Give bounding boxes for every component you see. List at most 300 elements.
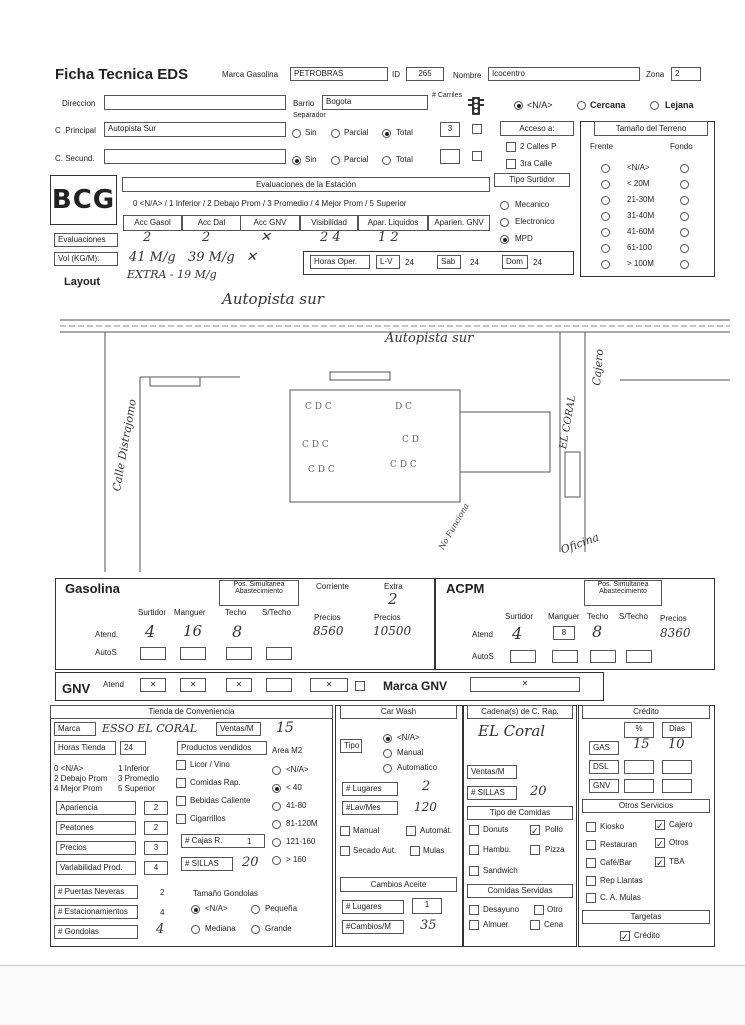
sab-value[interactable]: 24	[470, 258, 479, 267]
form-title: Ficha Tecnica EDS	[55, 66, 189, 83]
mpd-radio[interactable]	[500, 235, 509, 244]
lejana-radio[interactable]	[650, 101, 659, 110]
electronico-radio[interactable]	[500, 218, 509, 227]
sep1-parcial-label: Parcial	[344, 128, 369, 137]
acpm-autos-techo[interactable]	[590, 650, 616, 663]
proximity-na-label: <N/A>	[527, 100, 553, 110]
sep2-sin-radio[interactable]	[292, 156, 301, 165]
sep1-sin-label: Sin	[305, 128, 317, 137]
otros-check[interactable]: ✓	[656, 839, 664, 849]
cambios-mes-value[interactable]: 35	[420, 918, 437, 933]
otros-label: Otros	[669, 838, 689, 847]
acpm-autos-surtidor[interactable]	[510, 650, 536, 663]
gasolina-autos-label: AutoS	[95, 648, 117, 657]
carwash-manual-check-label: Manual	[353, 826, 380, 835]
terreno-fondo-radio-2[interactable]	[680, 196, 689, 205]
eval-col-4: Apar. Liquidos	[358, 215, 428, 231]
tipo-comidas-header: Tipo de Comidas	[467, 806, 573, 820]
credito-dias-col: Dias	[662, 722, 692, 738]
cajero-label: Cajero	[669, 820, 693, 829]
carriles-check[interactable]	[472, 124, 482, 134]
cadena-header: Cadena(s) de C. Rap.	[467, 705, 573, 719]
eval-col-0: Acc Gasol	[123, 215, 182, 231]
desayuno-label: Desayuno	[483, 905, 520, 914]
terreno-option-label-1: < 20M	[627, 179, 650, 188]
area-radio-2[interactable]	[272, 802, 281, 811]
gnv-marca-label: Marca GNV	[383, 679, 448, 693]
cadena-sillas-label: # SILLAS	[467, 786, 517, 800]
extra-volume-note: EXTRA - 19 M/g	[127, 268, 217, 281]
terreno-fondo-radio-1[interactable]	[680, 180, 689, 189]
gondola-mediana-radio[interactable]	[191, 925, 200, 934]
cambios-lugares-value[interactable]: 1	[412, 898, 442, 914]
layout-calle: Calle Distrajomo	[110, 398, 140, 493]
terreno-frente-radio-6[interactable]	[601, 260, 610, 269]
producto-check-2[interactable]	[176, 796, 186, 806]
gasolina-manguer-value[interactable]: 16	[183, 622, 203, 640]
area-radio-5[interactable]	[272, 856, 281, 865]
gondola-na-radio[interactable]	[191, 905, 200, 914]
svg-text:C D C: C D C	[305, 402, 332, 412]
acceso-2calles-check[interactable]	[506, 142, 516, 152]
pollo-check[interactable]: ✓	[531, 826, 539, 836]
gondola-mediana-label: Mediana	[205, 924, 236, 933]
pollo-label: Pollo	[545, 825, 563, 834]
gasolina-autos-stecho[interactable]	[266, 647, 292, 660]
almuer-check[interactable]	[469, 920, 479, 930]
sandwich-check[interactable]	[469, 866, 479, 876]
tienda-cajas-value[interactable]: 1	[247, 837, 252, 846]
tienda-scale-4: 4 Mejor Prom	[54, 784, 103, 793]
producto-label-2: Bebidas Caliente	[190, 796, 251, 805]
tienda-cajas-label: # Cajas R.	[181, 834, 265, 848]
pizza-check[interactable]	[530, 845, 540, 855]
evaluaciones-header: Evaluaciones de la Estación	[122, 177, 490, 192]
gondola-pequena-label: Pequeña	[265, 904, 298, 913]
id-label: ID	[392, 70, 400, 79]
gasolina-possim-header: Pos. Simultanea Abastecimiento	[219, 580, 299, 606]
eval-col-3: Visibilidad	[300, 215, 358, 231]
cadena-ventas-label: Ventas/M	[467, 765, 517, 779]
tienda-ventas-value[interactable]: 15	[276, 720, 294, 736]
nombre-label: Nombre	[453, 71, 482, 80]
carriles-label: # Carriles	[432, 92, 462, 99]
credito-gnv-dias[interactable]	[662, 779, 692, 793]
vol-value-0[interactable]: 41 M/g	[129, 250, 176, 265]
gnv-surtidor[interactable]: ✕	[140, 678, 166, 692]
carwash-na-radio[interactable]	[383, 734, 392, 743]
credito-gas-pct[interactable]: 15	[633, 737, 650, 752]
cadena-value[interactable]: EL Coral	[478, 722, 546, 740]
tienda-area-label: Area M2	[272, 746, 303, 755]
tienda-apariencia-value[interactable]: 2	[144, 801, 168, 815]
area-label-0: <N/A>	[286, 765, 309, 774]
area-radio-1[interactable]	[272, 784, 281, 793]
tienda-apariencia-label: Apariencia	[56, 801, 136, 815]
credito-dsl-dias[interactable]	[662, 760, 692, 774]
gnv-manguer[interactable]: ✕	[180, 678, 206, 692]
dom-value[interactable]: 24	[533, 258, 542, 267]
acpm-precio-value[interactable]: 8360	[660, 626, 691, 640]
llantas-check[interactable]	[586, 876, 596, 886]
sep2-sin-label: Sin	[305, 155, 317, 164]
tienda-neveras-label: # Puertas Neveras	[54, 885, 138, 899]
cadena-sillas-value[interactable]: 20	[530, 784, 547, 799]
carwash-tipo-label: Tipo	[340, 739, 362, 753]
cajero-check[interactable]: ✓	[656, 821, 664, 831]
svg-text:C D C: C D C	[308, 465, 335, 475]
carwash-auto-radio[interactable]	[383, 764, 392, 773]
gasolina-precio1-value[interactable]: 8560	[313, 624, 344, 638]
terreno-frente-radio-0[interactable]	[601, 164, 610, 173]
acpm-manguer-value[interactable]: 8	[553, 626, 575, 640]
credito-gnv-pct[interactable]	[624, 779, 654, 793]
sandwich-label: Sandwich	[483, 866, 518, 875]
area-label-4: 121-160	[286, 837, 316, 846]
tienda-scale-3: 3 Promedio	[118, 774, 159, 783]
tienda-sillas-label: # SILLAS	[181, 857, 233, 871]
svg-text:C D C: C D C	[302, 440, 329, 450]
carwash-automat-label: Automát.	[420, 826, 453, 835]
area-label-1: < 40	[286, 783, 302, 792]
eval-value-2[interactable]: ✕	[260, 230, 271, 245]
otro-check[interactable]	[534, 905, 544, 915]
carwash-secado-check[interactable]	[340, 846, 350, 856]
tienda-scale-2: 2 Debajo Prom	[54, 774, 108, 783]
gnv-atend-label: Atend	[103, 680, 124, 689]
carriles-field[interactable]: 3	[440, 122, 460, 137]
zona-field[interactable]: 2	[671, 67, 701, 81]
acceso-3calle-label: 3ra Calle	[520, 159, 553, 168]
sep1-parcial-radio[interactable]	[331, 129, 340, 138]
comidas-servidas-header: Comidas Servidas	[467, 884, 573, 898]
donuts-check[interactable]	[469, 825, 479, 835]
gnv-techo[interactable]: ✕	[226, 678, 252, 692]
acpm-autos-manguer[interactable]	[552, 650, 578, 663]
layout-sketch	[40, 282, 740, 577]
almuer-label: Almuer.	[483, 920, 511, 929]
tba-label: TBA	[669, 857, 685, 866]
terreno-option-label-6: > 100M	[627, 259, 654, 268]
otros-servicios-header: Otros Servicios	[582, 799, 710, 813]
terreno-fondo-radio-6[interactable]	[680, 260, 689, 269]
mulas-label: C. A. Mulas	[600, 893, 641, 902]
carwash-manual-radio[interactable]	[383, 749, 392, 758]
gondola-na-label: <N/A>	[205, 904, 228, 913]
svg-text:C D: C D	[402, 435, 419, 445]
area-label-5: > 160	[286, 855, 307, 864]
tienda-variabilidad-value[interactable]: 4	[144, 861, 168, 875]
eval-col-5: Aparien. GNV	[428, 215, 490, 231]
terreno-frente-radio-3[interactable]	[601, 212, 610, 221]
svg-text:C D C: C D C	[390, 460, 417, 470]
cercana-radio[interactable]	[577, 101, 586, 110]
csecund-field[interactable]	[104, 149, 286, 164]
area-radio-0[interactable]	[272, 766, 281, 775]
eval-value-4[interactable]: 1 2	[378, 230, 399, 245]
restauran-label: Restauran	[600, 840, 637, 849]
area-radio-3[interactable]	[272, 820, 281, 829]
credito-dsl-pct[interactable]	[624, 760, 654, 774]
acpm-surtidor-value[interactable]: 4	[512, 624, 523, 643]
terreno-option-label-3: 31-40M	[627, 211, 655, 220]
gasolina-techo-col: Techo	[225, 608, 247, 617]
gnv-check[interactable]	[355, 681, 365, 691]
cena-label: Cena	[544, 920, 564, 929]
direccion-label: Direccion	[62, 99, 96, 108]
terreno-fondo-radio-3[interactable]	[680, 212, 689, 221]
gondola-pequena-radio[interactable]	[251, 905, 260, 914]
bcg-logo: BCG	[50, 175, 117, 225]
area-label-3: 81-120M	[286, 819, 318, 828]
cafe-check[interactable]	[586, 858, 596, 868]
eval-value-3[interactable]: 2 4	[320, 230, 341, 245]
acceso-3calle-check[interactable]	[506, 159, 516, 169]
vol-value-2[interactable]: ✕	[246, 250, 257, 265]
evaluaciones-scale: 0 <N/A> / 1 Inferior / 2 Debajo Prom / 3 Promedio / 4 Mejor Prom / 5 Superior	[133, 199, 407, 208]
acpm-atend-label: Atend	[472, 630, 493, 639]
layout-oficina: Oficina	[558, 530, 601, 557]
targetas-header: Targetas	[582, 910, 710, 924]
producto-check-3[interactable]	[176, 814, 186, 824]
mpd-label: MPD	[515, 234, 533, 243]
gasolina-corriente-label: Corriente	[316, 582, 349, 591]
nombre-field[interactable]: Icocentro	[488, 67, 640, 81]
mulas-check[interactable]	[586, 893, 596, 903]
acpm-title: ACPM	[446, 581, 485, 596]
carriles2-field[interactable]	[440, 149, 460, 164]
carwash-automat-check[interactable]	[406, 826, 416, 836]
tienda-scale-5: 5 Superior	[118, 784, 155, 793]
acpm-techo-col: Techo	[587, 612, 609, 621]
direccion-field[interactable]	[104, 95, 286, 110]
donuts-label: Donuts	[483, 825, 509, 834]
lejana-label: Lejana	[665, 100, 694, 110]
tienda-estac-value[interactable]: 4	[160, 908, 165, 917]
zona-label: Zona	[646, 70, 665, 79]
gasolina-extra-label: Extra	[384, 582, 403, 591]
tienda-precios-label: Precios	[56, 841, 136, 855]
carwash-mulas-check[interactable]	[410, 846, 420, 856]
pizza-label: Pizza	[545, 845, 565, 854]
carwash-lugares-label: # Lugares	[342, 782, 398, 796]
tienda-marca-label: Marca	[54, 722, 96, 736]
kiosko-check[interactable]	[586, 822, 596, 832]
gasolina-autos-manguer[interactable]	[180, 647, 206, 660]
gasolina-techo-value[interactable]: 8	[232, 622, 243, 641]
carwash-lavmes-label: #Lav/Mes	[342, 801, 398, 815]
credito-gnv-label: GNV	[589, 779, 619, 793]
terreno-fondo-radio-5[interactable]	[680, 244, 689, 253]
carriles2-check[interactable]	[472, 151, 482, 161]
sab-label: Sab	[437, 255, 461, 269]
lv-label: L-V	[376, 255, 400, 269]
tienda-ventas-label: Ventas/M	[216, 722, 261, 736]
terreno-frente-radio-5[interactable]	[601, 244, 610, 253]
sep2-parcial-radio[interactable]	[331, 156, 340, 165]
tipo-surtidor-header: Tipo Surtidor	[494, 173, 570, 187]
tienda-marca-value[interactable]: ESSO EL CORAL	[102, 722, 198, 735]
hambu-check[interactable]	[469, 845, 479, 855]
desayuno-check[interactable]	[469, 905, 479, 915]
layout-autopista-2: Autopista sur	[385, 331, 474, 346]
gasolina-extra-value[interactable]: 2	[388, 590, 398, 608]
terreno-header: Tamaño del Terreno	[594, 121, 708, 136]
tienda-neveras-value[interactable]: 2	[160, 888, 165, 897]
layout-label: Layout	[64, 276, 101, 288]
acceso-header: Acceso a:	[500, 121, 574, 136]
credito-header: Crédito	[582, 705, 710, 719]
eval-value-1[interactable]: 2	[202, 230, 211, 245]
credito-card-check[interactable]: ✓	[621, 932, 629, 942]
tienda-tam-gondolas-label: Tamaño Gondolas	[193, 889, 258, 898]
eval-col-1: Acc Dal	[182, 215, 241, 231]
tienda-productos-label: Productos vendidos	[177, 741, 267, 755]
layout-cajero: Cajero	[590, 348, 607, 387]
gondola-grande-label: Grande	[265, 924, 292, 933]
terreno-option-label-4: 41-60M	[627, 227, 655, 236]
carwash-auto-label: Automatico	[397, 763, 438, 772]
carwash-lugares-value[interactable]: 2	[422, 779, 431, 794]
carwash-secado-label: Secado Aut.	[353, 846, 397, 855]
acpm-precios-col: Precios	[660, 614, 687, 623]
sep2-total-radio[interactable]	[382, 156, 391, 165]
tienda-gondolas-value[interactable]: 4	[156, 922, 165, 937]
terreno-option-label-0: <N/A>	[627, 163, 650, 172]
bottom-strip	[0, 965, 745, 1025]
vol-row-label: Vol (KG/M):	[54, 252, 118, 266]
sep2-total-label: Total	[396, 155, 413, 164]
area-label-2: 41-80	[286, 801, 307, 810]
producto-check-1[interactable]	[176, 778, 186, 788]
area-radio-4[interactable]	[272, 838, 281, 847]
evaluaciones-row-label: Evaluaciones	[54, 233, 118, 247]
tienda-scale-0: 0 <N/A>	[54, 764, 84, 773]
carwash-header: Car Wash	[340, 705, 457, 719]
acpm-manguer-col: Manguer	[548, 612, 580, 621]
lv-value[interactable]: 24	[405, 258, 414, 267]
layout-el-coral: EL CORAL	[558, 394, 579, 450]
producto-label-0: Licor / Vino	[190, 760, 230, 769]
gasolina-stecho-col: S/Techo	[262, 608, 291, 617]
terreno-frente-radio-2[interactable]	[601, 196, 610, 205]
tienda-horas-value[interactable]: 24	[120, 741, 146, 755]
tienda-precios-value[interactable]: 3	[144, 841, 168, 855]
cena-check[interactable]	[530, 920, 540, 930]
svg-text:D C: D C	[395, 402, 412, 412]
gondola-grande-radio[interactable]	[251, 925, 260, 934]
sep1-sin-radio[interactable]	[292, 129, 301, 138]
tienda-peatones-value[interactable]: 2	[144, 821, 168, 835]
tba-check[interactable]: ✓	[656, 858, 664, 868]
acceso-2calles-label: 2 Calles P	[520, 142, 557, 151]
gnv-stecho[interactable]	[266, 678, 292, 692]
gnv-marca-field[interactable]: ✕	[470, 677, 580, 692]
tienda-variabilidad-label: Varlabilidad Prod.	[56, 861, 136, 875]
carwash-manual-label: Manual	[397, 748, 424, 757]
terreno-fondo-radio-0[interactable]	[680, 164, 689, 173]
gasolina-autos-techo[interactable]	[226, 647, 252, 660]
marca-field[interactable]: PETROBRAS	[290, 67, 388, 81]
dom-label: Dom	[502, 255, 528, 269]
barrio-label: Barrio	[293, 99, 315, 108]
credito-pct-col: %	[624, 722, 654, 738]
credito-gas-dias[interactable]: 10	[668, 737, 685, 752]
gasolina-surtidor-col: Surtidor	[138, 608, 167, 617]
sep1-total-label: Total	[396, 128, 413, 137]
gasolina-title: Gasolina	[65, 581, 120, 596]
cambios-mes-label: #Cambios/M	[342, 920, 404, 934]
gasolina-manguer-col: Manguer	[174, 608, 206, 617]
gasolina-precio2-value[interactable]: 10500	[373, 624, 412, 638]
cambios-lugares-label: # Lugares	[342, 900, 404, 914]
proximity-na-radio[interactable]	[514, 101, 523, 110]
terreno-frente-label: Frente	[590, 142, 614, 151]
eval-col-2: Acc GNV	[240, 215, 300, 231]
barrio-field[interactable]: Bogota	[322, 95, 428, 110]
gnv-title: GNV	[62, 681, 91, 696]
gasolina-autos-surtidor[interactable]	[140, 647, 166, 660]
carwash-lavmes-value[interactable]: 120	[414, 800, 437, 814]
producto-label-3: Cigarrillos	[190, 814, 226, 823]
terreno-option-label-5: 61-100	[627, 243, 652, 252]
eval-value-0[interactable]: 2	[143, 230, 152, 245]
separador-label: Separador	[293, 112, 326, 119]
acpm-autos-stecho[interactable]	[626, 650, 652, 663]
acpm-surtidor-col: Surtidor	[505, 612, 534, 621]
cercana-label: Cercana	[590, 100, 626, 110]
sep1-total-radio[interactable]	[382, 129, 391, 138]
traffic-light-icon	[468, 96, 484, 116]
terreno-frente-radio-1[interactable]	[601, 180, 610, 189]
otro-label: Otro	[547, 905, 563, 914]
acpm-stecho-col: S/Techo	[619, 612, 648, 621]
credito-gas-label: GAS	[589, 741, 619, 755]
carwash-manual-check[interactable]	[340, 826, 350, 836]
gnv-precio[interactable]: ✕	[310, 678, 348, 692]
layout-no-funciona: No Funciona	[437, 501, 471, 552]
terreno-fondo-radio-4[interactable]	[680, 228, 689, 237]
cafe-label: Café/Bar	[600, 858, 632, 867]
carwash-na-label: <N/A>	[397, 733, 420, 742]
hambu-label: Hambu.	[483, 845, 512, 854]
acpm-techo-value[interactable]: 8	[592, 622, 603, 641]
restauran-check[interactable]	[586, 840, 596, 850]
gasolina-surtidor-value[interactable]: 4	[145, 622, 156, 641]
tienda-scale-1: 1 Inferior	[118, 764, 150, 773]
gasolina-atend-label: Atend.	[95, 630, 119, 639]
vol-value-1[interactable]: 39 M/g	[188, 250, 235, 265]
mecanico-radio[interactable]	[500, 201, 509, 210]
electronico-label: Electronico	[515, 217, 555, 226]
producto-check-0[interactable]	[176, 760, 186, 770]
llantas-label: Rep Llantas	[600, 876, 643, 885]
tienda-header: Tienda de Conveniencia	[50, 705, 333, 719]
csecund-label: C. Secund.	[55, 154, 95, 163]
tienda-horas-label: Horas Tienda	[54, 741, 116, 755]
horas-label: Horas Oper.	[310, 255, 370, 269]
id-field[interactable]: 265	[406, 67, 444, 81]
credito-dsl-label: DSL	[589, 760, 619, 774]
producto-label-1: Comidas Rap.	[190, 778, 241, 787]
cprincipal-field[interactable]: Autopista Sur	[104, 122, 286, 137]
cprincipal-label: C .Principal	[55, 126, 96, 135]
layout-autopista-1: Autopista sur	[222, 290, 324, 308]
marca-label: Marca Gasolina	[222, 70, 279, 79]
tienda-peatones-label: Peatones	[56, 821, 136, 835]
tienda-sillas-value[interactable]: 20	[242, 855, 259, 870]
terreno-frente-radio-4[interactable]	[601, 228, 610, 237]
